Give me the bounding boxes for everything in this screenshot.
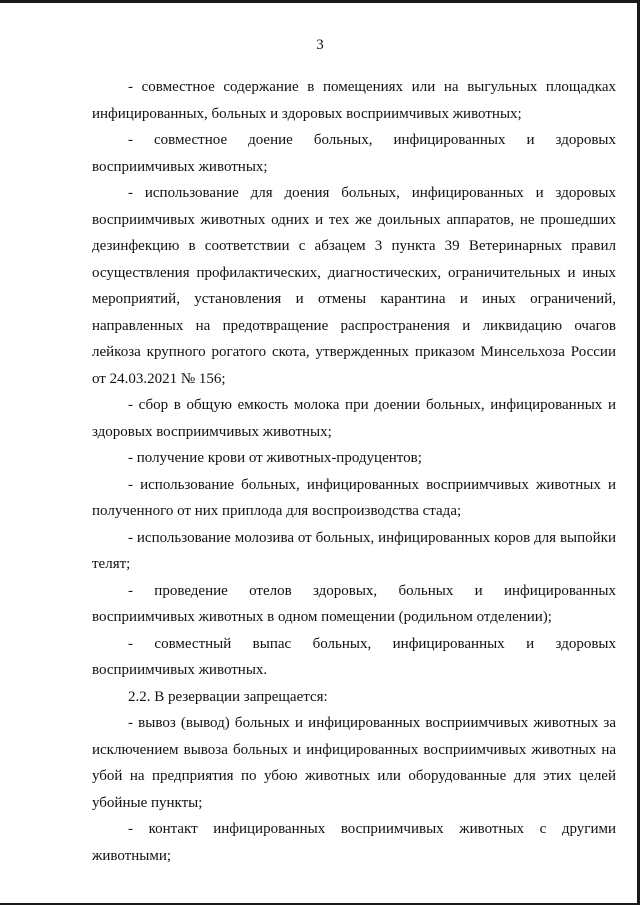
paragraph-blood-collection: - получение крови от животных-продуцентов;: [128, 450, 422, 466]
section-heading-2-2: 2.2. В резервации запрещается:: [128, 688, 328, 705]
scan-edge-top: [0, 0, 640, 3]
paragraph-herd-reproduction: - использование больных, инфицированных восприимчивых животных и полученного от них приплода для воспроизводства стада;: [92, 476, 616, 519]
paragraph-joint-housing: - совместное содержание в помещениях или на выгульных площадках инфицированных, больных и здоровых восприимчивых животных;: [92, 79, 616, 122]
paragraph-milk-collection: - сбор в общую емкость молока при доении больных, инфицированных и здоровых восприимчивых животных;: [92, 397, 616, 440]
paragraph-joint-milking: - совместное доение больных, инфицированных и здоровых восприимчивых животных;: [92, 132, 616, 175]
paragraph-calving: - проведение отелов здоровых, больных и инфицированных восприимчивых животных в одном помещении (родильном отделении);: [92, 582, 616, 625]
document-body: [92, 74, 616, 869]
paragraph-animal-export: - вывоз (вывод) больных и инфицированных восприимчивых животных за исключением вывоза больных и инфицированных восприимчивых животных на убой на предприятия по убою животных или оборудованные для этих целей убойные пункты;: [92, 715, 616, 811]
paragraph-animal-contact: - контакт инфицированных восприимчивых животных с другими животными;: [92, 821, 616, 864]
paragraph-colostrum: - использование молозива от больных, инфицированных коров для выпойки телят;: [92, 529, 616, 572]
page-number: 3: [316, 37, 324, 53]
paragraph-milking-equipment: - использование для доения больных, инфицированных и здоровых восприимчивых животных одних и тех же доильных аппаратов, не прошедших дезинфекцию в соответствии с абзацем 3 пункта 39 Ветеринарных правил осуществления профилактических, диагностических, ограничительных и иных мероприятий, установления и отмены карантина и иных ограничений, направленных на предотвращение распространения и ликвидацию очагов лейкоза крупного рогатого скота, утвержденных приказом Минсельхоза России от 24.03.2021 № 156;: [92, 185, 616, 387]
paragraph-joint-grazing: - совместный выпас больных, инфицированных и здоровых восприимчивых животных.: [92, 635, 616, 678]
